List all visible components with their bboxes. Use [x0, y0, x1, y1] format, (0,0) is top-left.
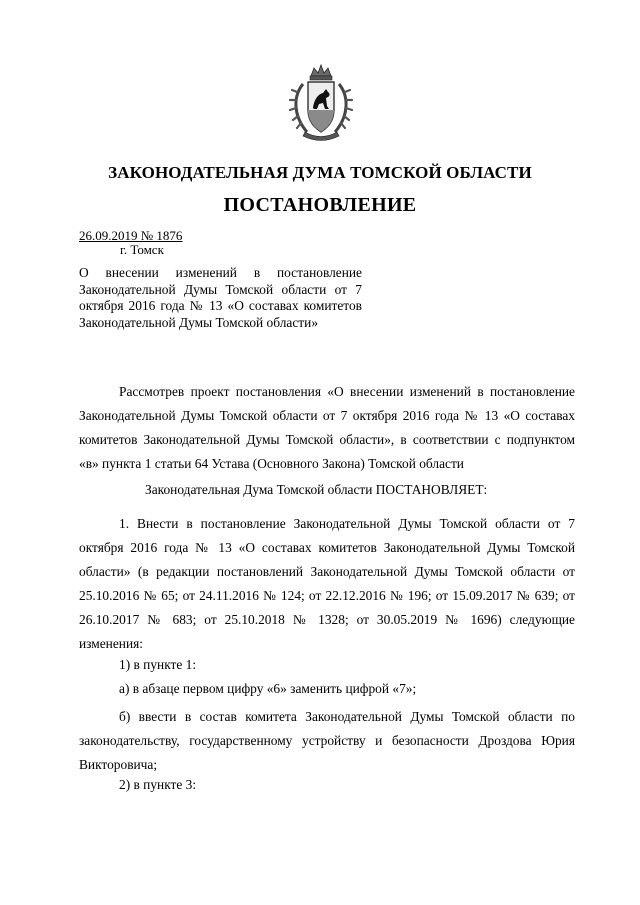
subitem-2: 2) в пункте 3: [119, 777, 197, 792]
document-type-title: ПОСТАНОВЛЕНИЕ [223, 194, 417, 216]
subitem-1b-text: б) ввести в состав комитета Законодательной Думы Томской области по законодательству, государственному устройству и безопасности Дроздова Юрия Викторовича; [79, 709, 575, 772]
preamble-text: Рассмотрев проект постановления «О внесении изменений в постановление Законодательной Думы Томской области от 7 октября 2016 года № 13 «О составах комитетов Законодательной Думы Томской области», в соответствии с подпунктом «в» пункта 1 статьи 64 Устава (Основного Закона) Томской области [79, 384, 575, 471]
document-subject: О внесении изменений в постановление Законодательной Думы Томской области от 7 октября 2016 года № 13 «О составах комитетов Законодательной Думы Томской области» [79, 265, 362, 330]
item-1-paragraph [79, 512, 575, 656]
document-city: г. Томск [120, 242, 164, 257]
coat-of-arms-icon [287, 62, 355, 142]
subitem-1: 1) в пункте 1: [119, 657, 197, 672]
subitem-1a: а) в абзаце первом цифру «6» заменить цифрой «7»; [119, 681, 417, 696]
preamble-paragraph [79, 380, 575, 476]
organization-title: ЗАКОНОДАТЕЛЬНАЯ ДУМА ТОМСКОЙ ОБЛАСТИ [108, 163, 532, 182]
item-1-text: 1. Внести в постановление Законодательной Думы Томской области от 7 октября 2016 года № 13 «О составах комитетов Законодательной Думы Томской области» (в редакции постановлений Законодательной Думы Томской области от 25.10.2016 № 65; от 24.11.2016 № 124; от 22.12.2016 № 196; от 15.09.2017 № 639; от 26.10.2017 № 683; от 25.10.2018 № 1328; от 30.05.2019 № 1696) следующие изменения: [79, 516, 575, 651]
resolves-text: Законодательная Дума Томской области ПОСТАНОВЛЯЕТ: [145, 482, 488, 497]
document-date-number: 26.09.2019 № 1876 [79, 228, 183, 243]
resolves-paragraph [79, 480, 575, 500]
subitem-1b-paragraph [79, 705, 575, 777]
